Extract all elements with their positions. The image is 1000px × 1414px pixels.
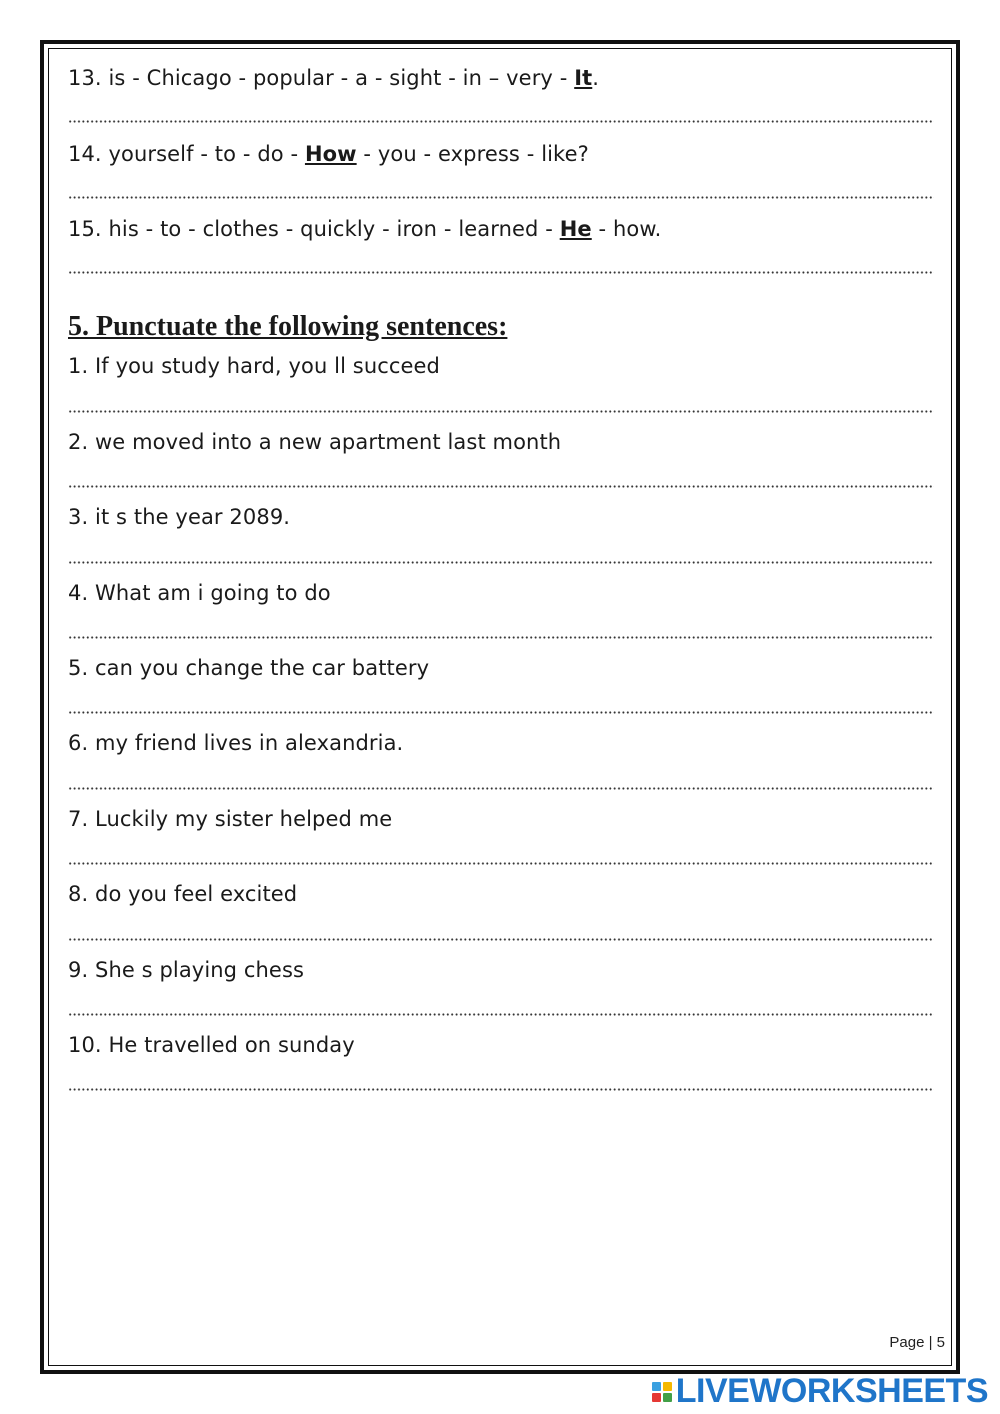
section-heading: 5. Punctuate the following sentences:	[68, 311, 508, 342]
keyword: He	[559, 217, 592, 241]
logo-block	[663, 1382, 672, 1391]
logo-block	[663, 1393, 672, 1402]
keyword: How	[304, 142, 357, 166]
sentence-item: 1. If you study hard, you ll succeed	[68, 354, 440, 378]
answer-line[interactable]	[68, 787, 934, 790]
answer-line-15[interactable]	[68, 271, 934, 274]
answer-line[interactable]	[68, 938, 934, 941]
answer-line[interactable]	[68, 1088, 934, 1091]
sentence-item: 6. my friend lives in alexandria.	[68, 731, 404, 755]
answer-line[interactable]	[68, 636, 934, 639]
answer-line[interactable]	[68, 561, 934, 564]
answer-line[interactable]	[68, 711, 934, 714]
answer-line[interactable]	[68, 485, 934, 488]
page-number: Page | 5	[889, 1334, 945, 1351]
answer-line[interactable]	[68, 410, 934, 413]
logo-blocks-icon	[652, 1382, 672, 1402]
answer-line-13[interactable]	[68, 120, 934, 123]
sentence-item: 4. What am i going to do	[68, 581, 331, 605]
question-14: 14. yourself - to - do - How - you - express - like?	[68, 142, 589, 166]
keyword: It	[574, 66, 593, 90]
question-13: 13. is - Chicago - popular - a - sight - in – very - It.	[68, 66, 600, 90]
answer-line-14[interactable]	[68, 196, 934, 199]
sentence-item: 3. it s the year 2089.	[68, 505, 291, 529]
answer-line[interactable]	[68, 1013, 934, 1016]
sentence-item: 10. He travelled on sunday	[68, 1033, 355, 1057]
question-15: 15. his - to - clothes - quickly - iron - learned - He - how.	[68, 217, 662, 241]
sentence-item: 2. we moved into a new apartment last month	[68, 430, 562, 454]
logo-text: LIVEWORKSHEETS	[675, 1372, 988, 1410]
sentence-item: 7. Luckily my sister helped me	[68, 807, 393, 831]
logo-block	[652, 1382, 661, 1391]
page-inner-border	[48, 48, 952, 1366]
sentence-item: 9. She s playing chess	[68, 958, 305, 982]
sentence-item: 5. can you change the car battery	[68, 656, 430, 680]
sentence-item: 8. do you feel excited	[68, 882, 298, 906]
liveworksheets-logo[interactable]	[652, 1372, 988, 1411]
answer-line[interactable]	[68, 862, 934, 865]
logo-block	[652, 1393, 661, 1402]
